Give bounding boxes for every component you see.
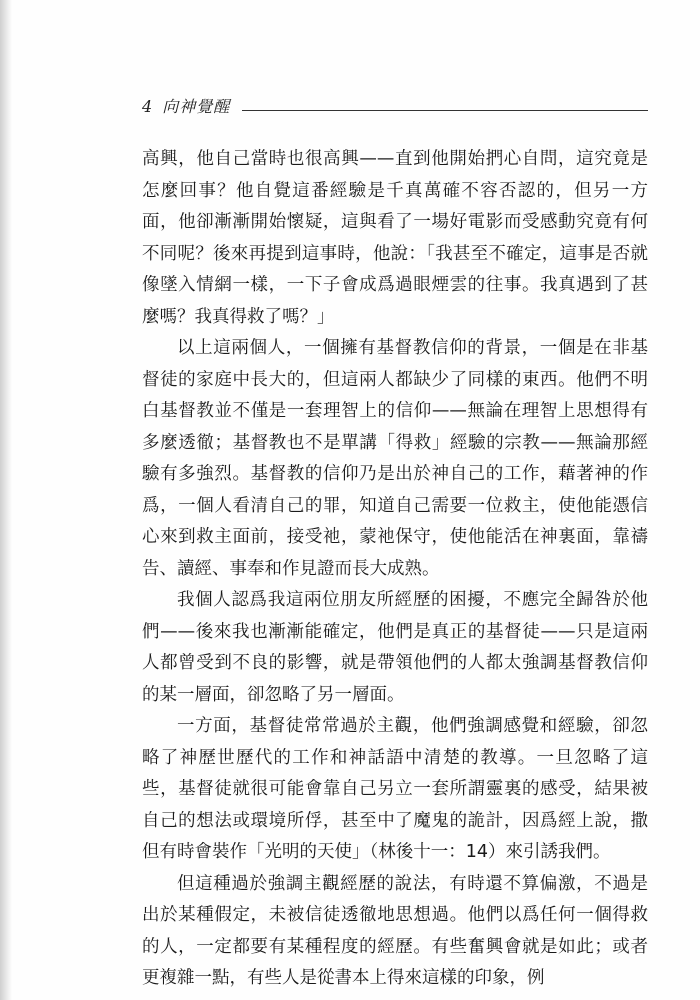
paragraph-2: 以上這兩個人，一個擁有基督教信仰的背景，一個是在非基督徒的家庭中長大的，但這兩人都缺少了同樣的東西。他們不明白基督教並不僅是一套理智上的信仰——無論在理智上思想得有多麼透徹；基督教也不是單講「得救」經驗的宗教——無論那經驗有多強烈。基督教的信仰乃是出於神自己的工作，藉著神的作爲，一個人看清自己的罪，知道自己需要一位救主，使他能憑信心來到救主面前，接受祂，蒙祂保守，使他能活在神裏面，靠禱告、讀經、事奉和作見證而長大成熟。 bbox=[142, 338, 648, 579]
running-title: 向神覺醒 bbox=[162, 97, 231, 116]
page-gutter-shadow bbox=[0, 0, 12, 1000]
paragraph-5: 但這種過於強調主觀經歷的說法，有時還不算偏激，不過是出於某種假定，未被信徒透徹地思想過。他們以爲任何一個得救的人，一定都要有某種程度的經歷。有些奮興會就是如此；或者更複雜一點，有些人是從書本上得來這樣的印象，例 bbox=[142, 873, 648, 988]
page-header bbox=[142, 90, 648, 116]
page-number: 4 bbox=[142, 97, 153, 116]
header-rule bbox=[242, 110, 648, 111]
paragraph-3: 我個人認爲我這兩位朋友所經歷的困擾，不應完全歸咎於他們——後來我也漸漸能確定，他們是真正的基督徒——只是這兩人都曾受到不良的影響，就是帶領他們的人都太強調基督教信仰的某一層面，卻忽略了另一層面。 bbox=[142, 590, 648, 705]
body-text bbox=[142, 144, 648, 995]
paragraph-4: 一方面，基督徒常常過於主觀，他們強調感覺和經驗，卻忽略了神歷世歷代的工作和神話語中清楚的教導。一旦忽略了這些，基督徒就很可能會靠自己另立一套所謂靈裏的感受，結果被自己的想法或環境所俘，甚至中了魔鬼的詭計，因爲經上說，撒但有時會裝作「光明的天使」（林後十一：14）來引誘我們。 bbox=[142, 716, 648, 862]
paragraph-1: 高興，他自己當時也很高興——直到他開始捫心自問，這究竟是怎麼回事？他自覺這番經驗是千真萬確不容否認的，但另一方面，他卻漸漸開始懷疑，這與看了一場好電影而受感動究竟有何不同呢？後來再提到這事時，他說：「我甚至不確定，這事是否就像墜入情網一樣，一下子會成爲過眼煙雲的往事。我真遇到了甚麼嗎？我真得救了嗎？」 bbox=[142, 149, 648, 327]
